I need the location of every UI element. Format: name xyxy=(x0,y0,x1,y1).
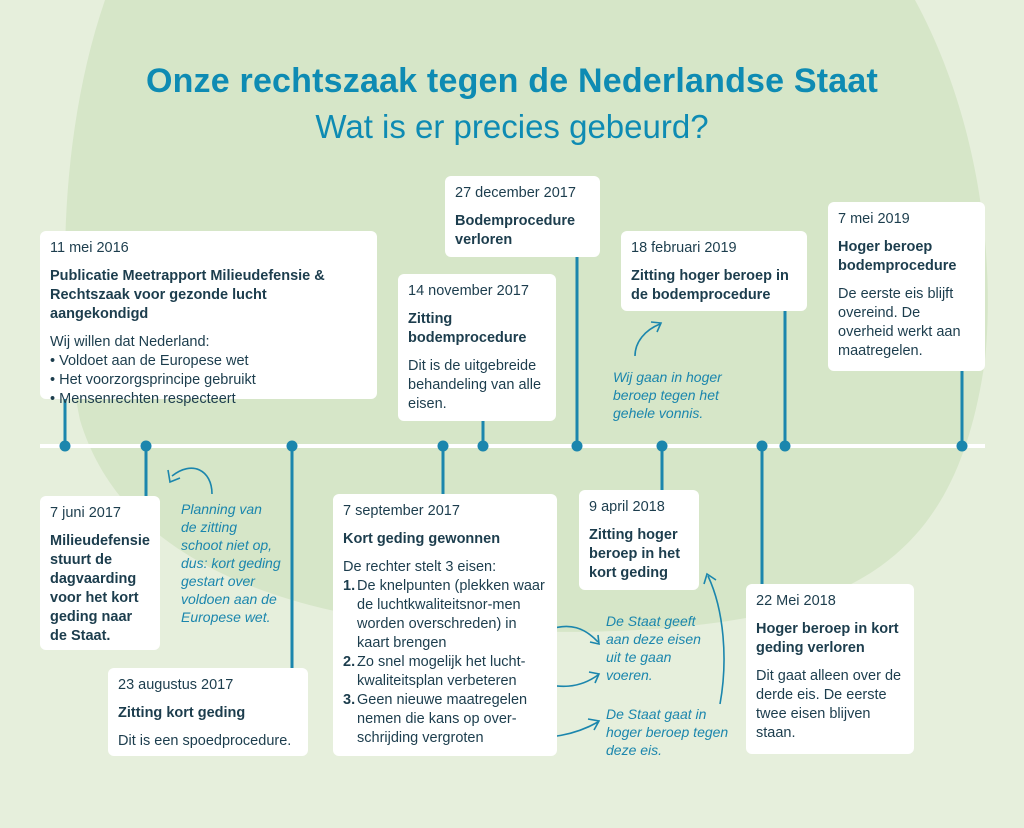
event-date: 14 november 2017 xyxy=(408,283,529,299)
event-heading: Zitting hoger beroep in de bodemprocedure xyxy=(631,268,789,303)
timeline-dot xyxy=(957,441,968,452)
event-date: 11 mei 2016 xyxy=(50,240,129,256)
event-body: Dit is een spoedprocedure. xyxy=(118,733,292,749)
timeline-dot xyxy=(287,441,298,452)
event-card-22-mei-2018 xyxy=(746,584,914,754)
event-date: 27 december 2017 xyxy=(455,185,576,201)
event-date: 23 augustus 2017 xyxy=(118,677,234,693)
timeline-dot xyxy=(572,441,583,452)
event-card-14-november-2017 xyxy=(398,274,556,421)
demands-list xyxy=(50,352,367,409)
event-heading: Zitting bodemprocedure xyxy=(408,311,527,346)
event-date: 7 mei 2019 xyxy=(838,211,910,227)
event-body: Dit gaat alleen over de derde eis. De eerste twee eisen blijven staan. xyxy=(756,668,902,741)
event-heading: Bodemprocedure verloren xyxy=(455,213,576,248)
page-title: Onze rechtszaak tegen de Nederlandse Staat xyxy=(145,62,879,100)
event-card-11-mei-2016 xyxy=(40,231,377,407)
list-item: 3. Geen nieuwe maatregelen nemen die kans op over-schrijding vergroten xyxy=(343,692,528,746)
note-staat-beroep: De Staat gaat in hoger beroep tegen deze eis. xyxy=(606,706,729,758)
timeline-dot xyxy=(438,441,449,452)
event-body: Dit is de uitgebreide behandeling van alle eisen. xyxy=(408,358,542,412)
event-date: 9 april 2018 xyxy=(589,499,665,515)
event-date: 7 juni 2017 xyxy=(50,505,121,521)
list-item: • Mensenrechten respecteert xyxy=(50,390,367,409)
event-card-7-juni-2017 xyxy=(40,496,160,650)
event-heading: Hoger beroep bodemprocedure xyxy=(838,239,957,274)
event-card-27-december-2017 xyxy=(445,176,600,257)
list-item: • Voldoet aan de Europese wet xyxy=(50,352,367,371)
event-card-9-april-2018 xyxy=(579,490,699,590)
event-date: 7 september 2017 xyxy=(343,503,460,519)
timeline-dot xyxy=(141,441,152,452)
event-heading: Hoger beroep in kort geding verloren xyxy=(756,621,899,656)
event-card-7-september-2017 xyxy=(333,494,557,756)
event-card-7-mei-2019 xyxy=(828,202,985,371)
note-staat-voeren: De Staat geeft aan deze eisen uit te gaan voeren. xyxy=(606,613,701,683)
event-heading: Milieudefensie stuurt de dagvaarding voor het kort geding naar de Staat. xyxy=(50,533,150,644)
event-date: 18 februari 2019 xyxy=(631,240,737,256)
event-heading: Publicatie Meetrapport Milieudefensie & Rechtszaak voor gezonde lucht aangekondigd xyxy=(50,268,325,322)
list-item: 2. Zo snel mogelijk het lucht-kwaliteitsplan verbeteren xyxy=(343,654,526,689)
arrow-wij-beroep xyxy=(635,324,660,356)
page-subtitle: Wat is er precies gebeurd? xyxy=(315,108,709,145)
timeline-dot xyxy=(60,441,71,452)
list-item: 1. De knelpunten (plekken waar de luchtkwaliteitsnor-men worden overschreden) in kaart brengen xyxy=(343,578,545,651)
timeline-dot xyxy=(757,441,768,452)
timeline-dot xyxy=(657,441,668,452)
event-card-23-augustus-2017 xyxy=(108,668,308,756)
timeline-dot xyxy=(780,441,791,452)
arrow-planning xyxy=(172,468,212,494)
timeline-dot xyxy=(478,441,489,452)
list-item: • Het voorzorgsprincipe gebruikt xyxy=(50,371,367,390)
event-heading: Kort geding gewonnen xyxy=(343,531,501,547)
demands-list xyxy=(343,577,547,748)
event-body: De eerste eis blijft overeind. De overheid werkt aan maatregelen. xyxy=(838,286,961,359)
event-heading: Zitting kort geding xyxy=(118,705,246,721)
event-heading: Zitting hoger beroep in het kort geding xyxy=(589,527,681,581)
event-card-18-februari-2019 xyxy=(621,231,807,311)
event-date: 22 Mei 2018 xyxy=(756,593,836,609)
note-planning: Planning van de zitting schoot niet op, dus: kort geding gestart over voldoen aan de Europese wet. xyxy=(181,501,281,625)
note-wij-beroep: Wij gaan in hoger beroep tegen het gehele vonnis. xyxy=(613,369,722,421)
event-intro: Wij willen dat Nederland: xyxy=(50,334,210,350)
event-intro: De rechter stelt 3 eisen: xyxy=(343,559,497,575)
